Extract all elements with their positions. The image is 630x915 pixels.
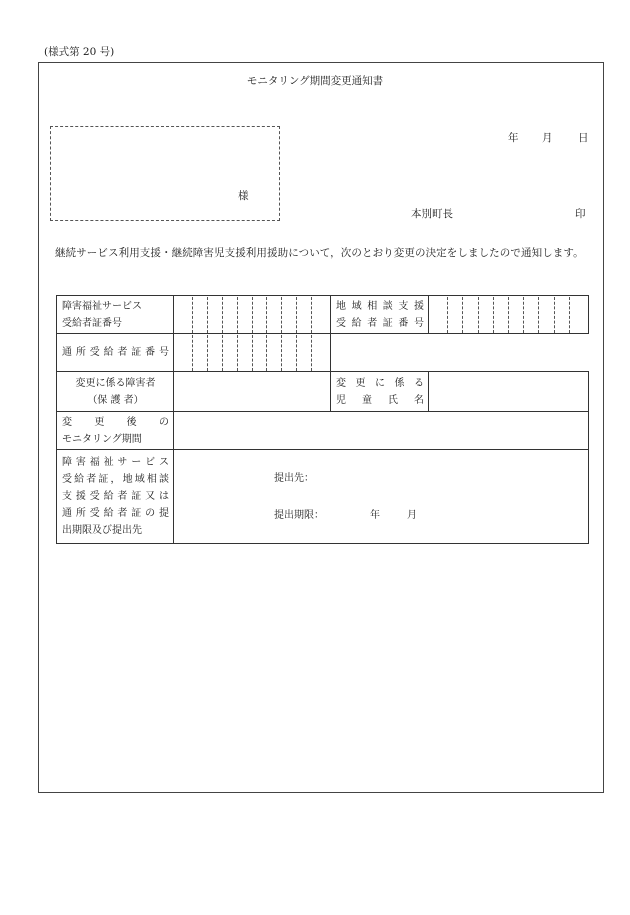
digit-box[interactable] (237, 335, 252, 371)
table-row (57, 334, 589, 372)
digit-box[interactable] (281, 335, 296, 371)
digit-box[interactable] (222, 297, 237, 333)
date-year-label: 年 (508, 132, 519, 144)
digit-box[interactable] (296, 335, 311, 371)
community-cert-number-label (331, 296, 429, 334)
digit-box[interactable] (178, 335, 192, 371)
submission-label (57, 450, 174, 544)
notice-table (56, 295, 589, 544)
label-line: 障害福祉サービス (62, 457, 169, 468)
seal-mark: 印 (575, 208, 586, 220)
digit-box[interactable] (462, 297, 477, 333)
label-line: （保 護 者） (87, 394, 144, 406)
label-line: 変更に係る障害者 (75, 377, 156, 389)
digit-box[interactable] (296, 297, 311, 333)
submit-to-label: 提出先： (274, 473, 314, 484)
label-line: モニタリング期間 (62, 433, 142, 445)
table-row (57, 372, 589, 412)
label-line: 受給者証番号 (336, 317, 424, 329)
deadline-label: 提出期限： (274, 510, 324, 521)
digit-box[interactable] (433, 297, 447, 333)
community-cert-number-field[interactable] (429, 296, 589, 334)
label-line: 受給者証番号 (62, 317, 122, 329)
digit-box[interactable] (207, 335, 222, 371)
digit-box[interactable] (281, 297, 296, 333)
digit-box[interactable] (554, 297, 569, 333)
digit-box[interactable] (538, 297, 553, 333)
digit-box[interactable] (192, 297, 207, 333)
date-month-label: 月 (542, 132, 553, 144)
label-line: 出期限及び提出先 (62, 525, 142, 536)
issuer-name: 本別町長 (411, 208, 453, 220)
digit-box[interactable] (508, 297, 523, 333)
child-name-field[interactable] (429, 372, 589, 412)
welfare-cert-number-field[interactable] (174, 296, 331, 334)
digit-boxes (178, 297, 326, 333)
table-row (57, 412, 589, 450)
form-number: (様式第 20 号) (44, 46, 115, 58)
digit-box[interactable] (178, 297, 192, 333)
digit-boxes (178, 335, 326, 371)
new-monitoring-period-field[interactable] (174, 412, 589, 450)
label-line: 地域相談支援 (336, 300, 424, 312)
digit-box[interactable] (266, 335, 281, 371)
table-row (57, 450, 589, 544)
digit-box[interactable] (252, 335, 267, 371)
date-day-label: 日 (578, 132, 589, 144)
label-line: 支援受給者証又は (62, 491, 169, 502)
label-line: 変更後の (62, 416, 169, 428)
recipient-address-box[interactable] (50, 126, 280, 221)
recipient-honorific: 様 (238, 190, 249, 202)
digit-box[interactable] (207, 297, 222, 333)
child-name-label (331, 372, 429, 412)
submission-field[interactable] (174, 450, 589, 544)
digit-box[interactable] (478, 297, 493, 333)
document-title: モニタリング期間変更通知書 (246, 75, 384, 87)
digit-box[interactable] (569, 297, 584, 333)
label-line: 障害福祉サービス (62, 300, 142, 312)
table-row (57, 296, 589, 334)
disabled-person-label (57, 372, 174, 412)
digit-box[interactable] (523, 297, 538, 333)
label-line: 児童氏名 (336, 394, 424, 406)
deadline-month-label: 月 (407, 510, 417, 521)
day-service-cert-number-label: 通所受給者証番号 (57, 334, 174, 372)
digit-box[interactable] (192, 335, 207, 371)
digit-box[interactable] (222, 335, 237, 371)
label-line: 受給者証，地域相談 (62, 474, 169, 485)
digit-box[interactable] (237, 297, 252, 333)
notice-body-text: 継続サービス利用支援・継続障害児支援利用援助について，次のとおり変更の決定をしましたので通知します。 (55, 247, 584, 259)
new-monitoring-period-label (57, 412, 174, 450)
digit-box[interactable] (311, 335, 326, 371)
label-line: 通所受給者証の提 (62, 508, 169, 519)
disabled-person-field[interactable] (174, 372, 331, 412)
digit-box[interactable] (252, 297, 267, 333)
day-service-cert-number-field[interactable] (174, 334, 331, 372)
label-line: 変更に係る (336, 377, 424, 389)
welfare-cert-number-label (57, 296, 174, 334)
digit-box[interactable] (266, 297, 281, 333)
digit-boxes (433, 297, 584, 333)
digit-box[interactable] (311, 297, 326, 333)
digit-box[interactable] (493, 297, 508, 333)
empty-cell (331, 334, 589, 372)
digit-box[interactable] (447, 297, 462, 333)
deadline-year-label: 年 (370, 510, 380, 521)
